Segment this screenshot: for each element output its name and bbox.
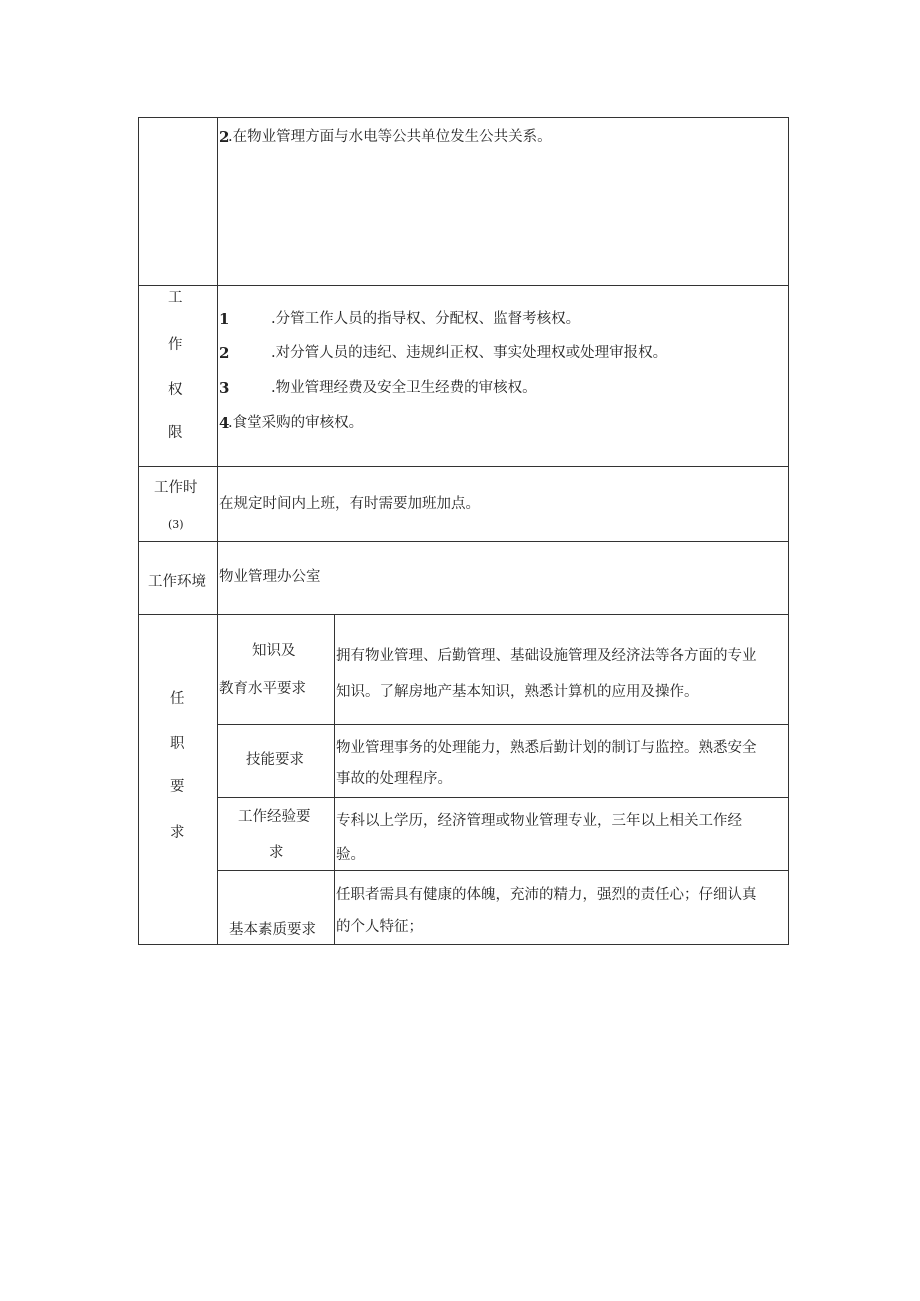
row-divider: [217, 797, 789, 798]
requirements-label-char: 任: [170, 691, 185, 707]
experience-text: 验。: [336, 847, 365, 863]
relation-item-text: .在物业管理方面与水电等公共单位发生公共关系。: [228, 129, 552, 145]
skills-text: 物业管理事务的处理能力，熟悉后勤计划的制订与监控。熟悉安全: [336, 740, 757, 756]
knowledge-text: 知识。了解房地产基本知识，熟悉计算机的应用及操作。: [336, 684, 699, 700]
experience-text: 专科以上学历，经济管理或物业管理专业，三年以上相关工作经: [336, 813, 742, 829]
column-divider: [217, 117, 218, 945]
authority-item-text: .物业管理经费及安全卫生经费的审核权。: [271, 380, 537, 396]
row-divider: [217, 870, 789, 871]
quality-text: 任职者需具有健康的体魄，充沛的精力，强烈的责任心；仔细认真: [336, 887, 757, 903]
authority-label-char: 限: [168, 425, 183, 441]
authority-label-char: 作: [168, 337, 183, 353]
environment-text: 物业管理办公室: [219, 569, 321, 585]
relation-item-number: 2: [219, 128, 230, 146]
requirements-label-char: 求: [170, 825, 185, 841]
row-divider: [138, 614, 789, 615]
quality-text: 的个人特征；: [336, 919, 423, 935]
authority-label-char: 工: [168, 290, 183, 306]
authority-item-number: 1: [219, 310, 230, 328]
row-divider: [138, 541, 789, 542]
knowledge-text: 拥有物业管理、后勤管理、基础设施管理及经济法等各方面的专业: [336, 648, 757, 664]
requirements-label-char: 要: [170, 779, 185, 795]
authority-item-text: .对分管人员的违纪、违规纠正权、事实处理权或处理审报权。: [271, 345, 668, 361]
authority-item-number: 3: [219, 379, 230, 397]
skills-text: 事故的处理程序。: [336, 771, 452, 787]
skills-label: 技能要求: [246, 752, 304, 768]
authority-item-text: .食堂采购的审核权。: [228, 415, 364, 431]
work-hours-label-sub: (3): [168, 518, 184, 531]
experience-label: 求: [269, 845, 284, 861]
authority-label-char: 权: [168, 382, 183, 398]
row-divider: [217, 724, 789, 725]
knowledge-label: 知识及: [252, 643, 296, 659]
row-divider: [138, 285, 789, 286]
quality-label: 基本素质要求: [229, 922, 316, 938]
column-divider: [334, 614, 335, 945]
authority-item-number: 2: [219, 344, 230, 362]
authority-item-text: .分管工作人员的指导权、分配权、监督考核权。: [271, 311, 581, 327]
experience-label: 工作经验要: [238, 809, 311, 825]
row-divider: [138, 466, 789, 467]
authority-item-number: 4: [219, 414, 230, 432]
requirements-label-char: 职: [170, 736, 185, 752]
knowledge-label: 教育水平要求: [219, 681, 306, 697]
work-hours-text: 在规定时间内上班，有时需要加班加点。: [219, 496, 480, 512]
work-hours-label: 工作时: [154, 480, 198, 496]
environment-label: 工作环境: [148, 574, 206, 590]
